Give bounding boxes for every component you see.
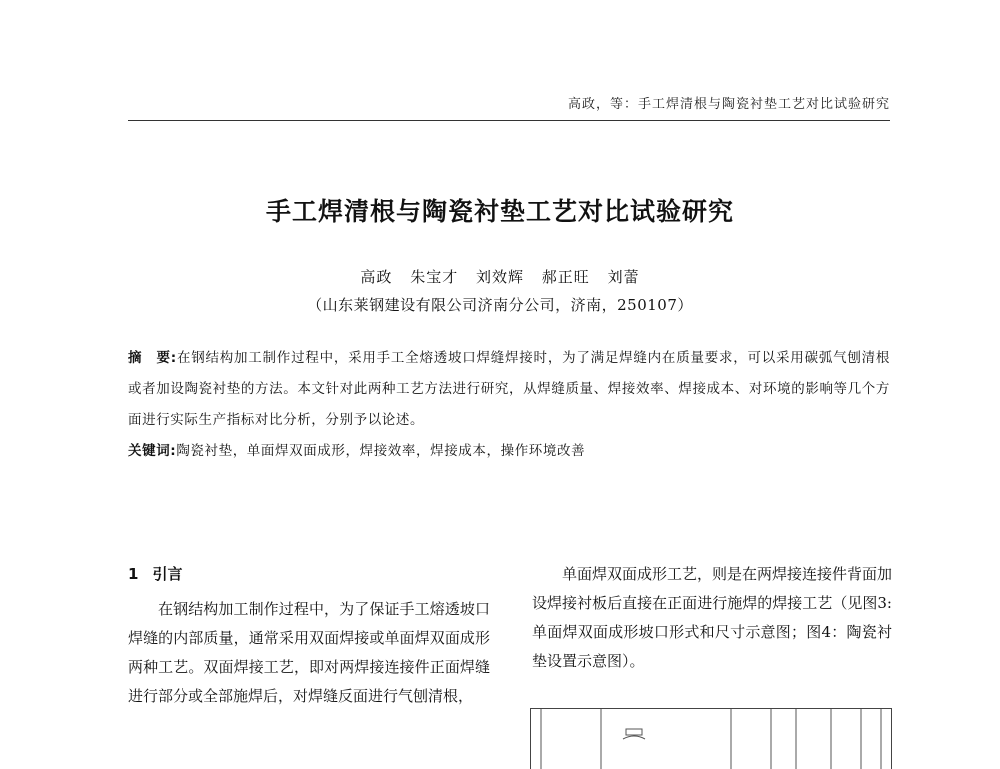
- body-column-left: [128, 595, 490, 711]
- section-title: 引言: [152, 565, 183, 583]
- article-title: 手工焊清根与陶瓷衬垫工艺对比试验研究: [265, 197, 734, 226]
- abstract-label: 摘 要:: [128, 350, 177, 366]
- running-header: 高政，等：手工焊清根与陶瓷衬垫工艺对比试验研究: [567, 97, 890, 112]
- abstract: [128, 343, 890, 436]
- abstract-text: 在钢结构加工制作过程中，采用手工全熔透坡口焊缝焊接时，为了满足焊缝内在质量要求，可以采用碳弧气刨清根或者加设陶瓷衬垫的方法。本文针对此两种工艺方法进行研究，从焊缝质量、焊接效率、焊接成本、对环境的影响等几个方面进行实际生产指标对比分析，分别予以论述。: [128, 350, 890, 428]
- affiliation: （山东莱钢建设有限公司济南分公司，济南，250107）: [307, 296, 693, 314]
- author-list: [0, 266, 1000, 287]
- body-paragraph: 单面焊双面成形工艺，则是在两焊接连接件背面加设焊接衬板后直接在正面进行施焊的焊接工艺（见图3: 单面焊双面成形坡口形式和尺寸示意图；图4：陶瓷衬垫设置示意图）。: [532, 565, 893, 670]
- figure-drawing: [531, 709, 891, 769]
- body-paragraph: 在钢结构加工制作过程中，为了保证手工熔透坡口焊缝的内部质量，通常采用双面焊接或单面焊双面成形两种工艺。双面焊接工艺，即对两焊接连接件正面焊缝进行部分或全部施焊后，对焊缝反面进行气刨清根，: [128, 600, 490, 705]
- keywords-text: 陶瓷衬垫，单面焊双面成形，焊接效率，焊接成本，操作环境改善: [176, 443, 586, 459]
- author-name: 朱宝才: [410, 268, 459, 286]
- author-name: 郝正旺: [541, 268, 590, 286]
- keywords-label: 关键词:: [128, 443, 177, 459]
- figure-frame: [530, 708, 892, 769]
- body-column-right: [532, 560, 892, 676]
- author-name: 高政: [360, 268, 393, 286]
- section-number: 1: [128, 565, 139, 583]
- section-heading: [128, 563, 182, 584]
- header-rule: [128, 120, 890, 121]
- author-name: 刘效辉: [475, 268, 524, 286]
- author-name: 刘蕾: [607, 268, 640, 286]
- keywords: [128, 436, 890, 467]
